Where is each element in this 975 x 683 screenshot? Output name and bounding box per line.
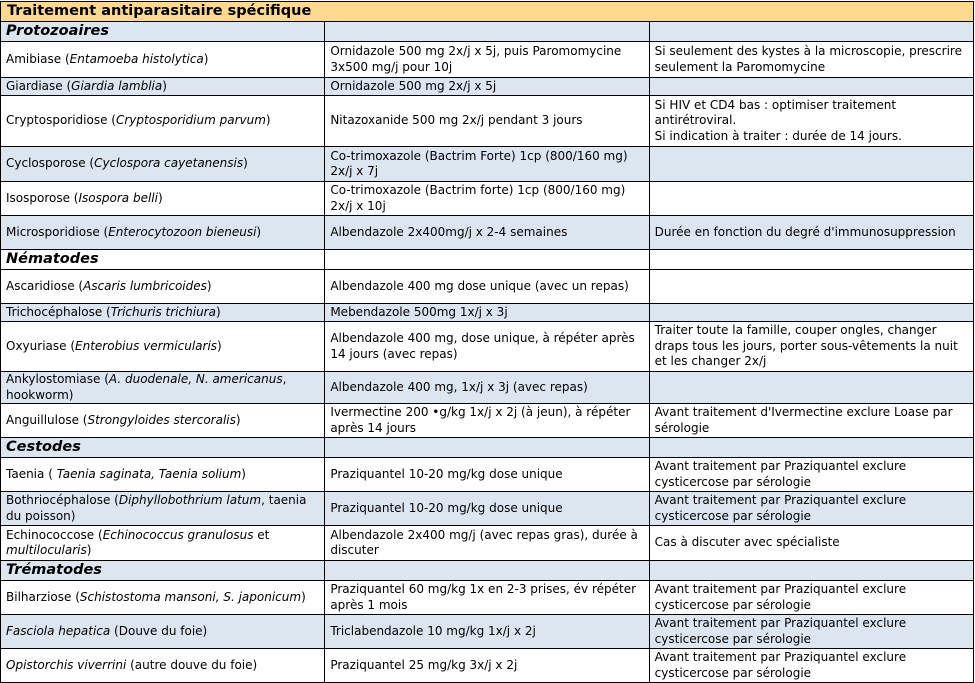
treatment: Praziquantel 10-20 mg/kg dose unique: [325, 458, 649, 492]
note: Si seulement des kystes à la microscopie, prescrire seulement la Paromomycine: [649, 42, 973, 78]
parasite-name: Fasciola hepatica (Douve du foie): [1, 615, 325, 649]
section-header-protozoaires: Protozoaires: [1, 22, 325, 42]
note: [649, 372, 973, 404]
treatment: Ivermectine 200 •g/kg 1x/j x 2j (à jeun), à répéter après 14 jours: [325, 404, 649, 438]
note: [649, 78, 973, 96]
parasite-name: Echinococcose (Echinococcus granulosus et multilocularis): [1, 526, 325, 561]
parasite-name: Taenia ( Taenia saginata, Taenia solium): [1, 458, 325, 492]
treatment: Praziquantel 10-20 mg/kg dose unique: [325, 492, 649, 526]
note: Avant traitement par Praziquantel exclure cysticercose par sérologie: [649, 492, 973, 526]
treatment: Albendazole 2x400 mg/j (avec repas gras), durée à discuter: [325, 526, 649, 561]
parasite-name: Ankylostomiase (A. duodenale, N. americanus, hookworm): [1, 372, 325, 404]
treatment: Triclabendazole 10 mg/kg 1x/j x 2j: [325, 615, 649, 649]
note: [649, 182, 973, 216]
treatment: Praziquantel 60 mg/kg 1x en 2-3 prises, év répéter après 1 mois: [325, 581, 649, 615]
note: [649, 147, 973, 182]
parasite-name: Cryptosporidiose (Cryptosporidium parvum): [1, 96, 325, 147]
note: Cas à discuter avec spécialiste: [649, 526, 973, 561]
parasite-name: Anguillulose (Strongyloides stercoralis): [1, 404, 325, 438]
note: Avant traitement d'Ivermectine exclure Loase par sérologie: [649, 404, 973, 438]
treatment: Albendazole 400 mg, dose unique, à répéter après 14 jours (avec repas): [325, 322, 649, 372]
note: [649, 270, 973, 304]
note: Avant traitement par Praziquantel exclure cysticercose par sérologie: [649, 458, 973, 492]
note: Avant traitement par Praziquantel exclure cysticercose par sérologie: [649, 581, 973, 615]
parasite-name: Bilharziose (Schistostoma mansoni, S. japonicum): [1, 581, 325, 615]
treatment: Albendazole 400 mg, 1x/j x 3j (avec repas): [325, 372, 649, 404]
parasite-name: Bothriocéphalose (Diphyllobothrium latum, taenia du poisson): [1, 492, 325, 526]
note: Avant traitement par Praziquantel exclure cysticercose par sérologie: [649, 615, 973, 649]
table-title: Traitement antiparasitaire spécifique: [1, 2, 974, 22]
treatment-table: [0, 1, 974, 683]
note: [649, 304, 973, 322]
note: Traiter toute la famille, couper ongles, changer draps tous les jours, porter sous-vêtements la nuit et les changer 2x/j: [649, 322, 973, 372]
treatment: Praziquantel 25 mg/kg 3x/j x 2j: [325, 649, 649, 683]
treatment: Ornidazole 500 mg 2x/j x 5j: [325, 78, 649, 96]
parasite-name: Ascaridiose (Ascaris lumbricoides): [1, 270, 325, 304]
section-header-cestodes: Cestodes: [1, 438, 325, 458]
note: Avant traitement par Praziquantel exclure cysticercose par sérologie: [649, 649, 973, 683]
parasite-name: Giardiase (Giardia lamblia): [1, 78, 325, 96]
parasite-name: Oxyuriase (Enterobius vermicularis): [1, 322, 325, 372]
treatment: Albendazole 2x400mg/j x 2-4 semaines: [325, 216, 649, 250]
parasite-name: Isosporose (Isospora belli): [1, 182, 325, 216]
note: Si HIV et CD4 bas : optimiser traitement antirétroviral. Si indication à traiter : durée de 14 jours.: [649, 96, 973, 147]
parasite-name: Trichocéphalose (Trichuris trichiura): [1, 304, 325, 322]
treatment: Mebendazole 500mg 1x/j x 3j: [325, 304, 649, 322]
treatment: Ornidazole 500 mg 2x/j x 5j, puis Paromomycine 3x500 mg/j pour 10j: [325, 42, 649, 78]
treatment: Co-trimoxazole (Bactrim forte) 1cp (800/160 mg) 2x/j x 10j: [325, 182, 649, 216]
treatment: Nitazoxanide 500 mg 2x/j pendant 3 jours: [325, 96, 649, 147]
note: Durée en fonction du degré d'immunosuppression: [649, 216, 973, 250]
parasite-name: Microsporidiose (Enterocytozoon bieneusi): [1, 216, 325, 250]
parasite-name: Amibiase (Entamoeba histolytica): [1, 42, 325, 78]
section-header-trematodes: Trématodes: [1, 561, 325, 581]
treatment: Co-trimoxazole (Bactrim Forte) 1cp (800/160 mg) 2x/j x 7j: [325, 147, 649, 182]
treatment: Albendazole 400 mg dose unique (avec un repas): [325, 270, 649, 304]
parasite-name: Opistorchis viverrini (autre douve du foie): [1, 649, 325, 683]
parasite-name: Cyclosporose (Cyclospora cayetanensis): [1, 147, 325, 182]
section-header-nematodes: Nématodes: [1, 250, 325, 270]
